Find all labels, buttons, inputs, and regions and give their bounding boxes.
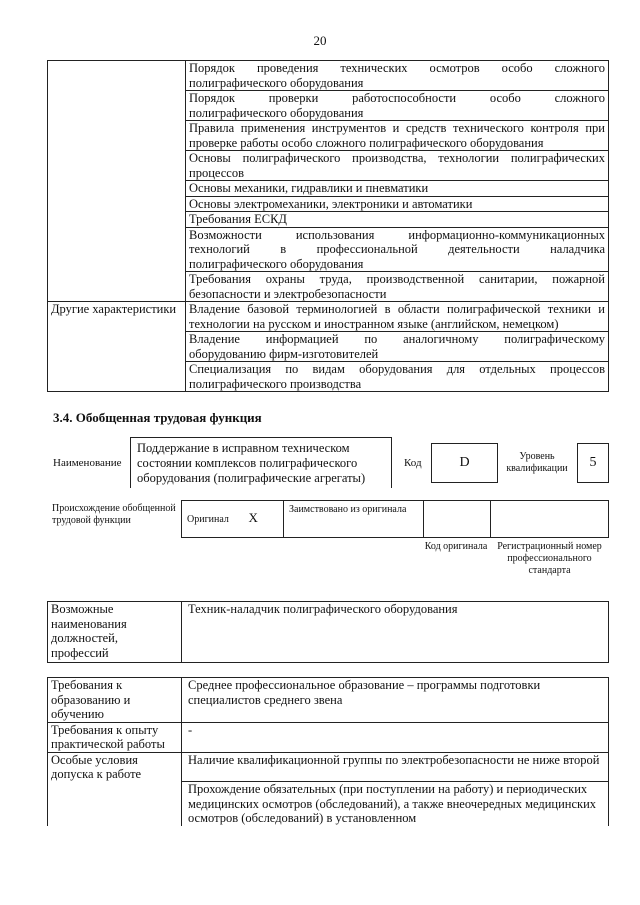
name-value: Поддержание в исправном техническом состоянии комплексов полиграфического оборудования (полиграфические агрегаты) [137, 441, 366, 485]
requirement-label: Требования к образованию и обучению [48, 678, 182, 723]
origin-code-cell [424, 501, 491, 538]
knowledge-row-text [186, 196, 609, 212]
knowledge-row-label [48, 151, 186, 181]
text-line: полиграфического оборудования [189, 256, 364, 271]
knowledge-row-text [186, 227, 609, 272]
requirement-row [48, 678, 609, 723]
knowledge-row-text [186, 302, 609, 332]
level-value: 5 [577, 443, 609, 483]
knowledge-row-label [48, 181, 186, 197]
text-line: Порядок проведения технических осмотров особо сложного [189, 61, 605, 75]
text-line: Основы полиграфического производства, технологии полиграфических [189, 151, 605, 165]
text-line: технологий в профессиональной деятельности наладчика [189, 242, 605, 256]
knowledge-row-text [186, 61, 609, 91]
requirement-row [48, 782, 609, 826]
knowledge-row-label [48, 332, 186, 362]
text-line: Правила применения инструментов и средств технического контроля при [189, 121, 605, 135]
knowledge-row [48, 121, 609, 151]
text-line: Владение базовой терминологией в области полиграфической техники и [189, 302, 605, 316]
knowledge-row-text [186, 181, 609, 197]
knowledge-row-text [186, 212, 609, 228]
requirement-value: Среднее профессиональное образование – программы подготовки специалистов среднего звена [182, 678, 609, 723]
knowledge-row-text [186, 272, 609, 302]
reg-number-cell [491, 501, 609, 538]
knowledge-row-label [48, 272, 186, 302]
requirement-label: Требования к опыту практической работы [48, 722, 182, 752]
origin-code-label: Код оригинала [424, 541, 488, 552]
text-line: технологии на русском и иностранном языке (английском, немецком) [189, 316, 559, 331]
text-line: Требования охраны труда, производственной санитарии, пожарной [189, 272, 605, 286]
knowledge-row-text [186, 362, 609, 392]
original-mark: X [244, 501, 284, 538]
knowledge-row-label [48, 212, 186, 228]
requirement-value: Наличие квалификационной группы по электробезопасности не ниже второй [182, 752, 609, 782]
text-line: процессов [189, 165, 244, 180]
text-line: Порядок проверки работоспособности особо сложного [189, 91, 605, 105]
knowledge-row [48, 91, 609, 121]
knowledge-row-text [186, 121, 609, 151]
knowledge-row-label [48, 227, 186, 272]
requirement-row [48, 752, 609, 782]
name-label: Наименование [53, 457, 122, 469]
knowledge-row-text [186, 151, 609, 181]
text-line: Требования ЕСКД [189, 212, 287, 226]
reg-number-label: Регистрационный номер профессионального стандарта [497, 541, 602, 576]
knowledge-row-label [48, 362, 186, 392]
code-value: D [431, 443, 498, 483]
origin-table [181, 500, 609, 538]
text-line: Возможности использования информационно-коммуникационных [189, 227, 605, 242]
knowledge-row [48, 196, 609, 212]
requirement-label: Особые условия допуска к работе [48, 752, 182, 782]
knowledge-row [48, 212, 609, 228]
text-line: полиграфического оборудования [189, 75, 364, 90]
requirement-label [48, 782, 182, 826]
positions-table [47, 601, 609, 663]
borrowed-label: Заимствовано из оригинала [284, 501, 424, 538]
positions-label: Возможные наименования должностей, профессий [48, 602, 182, 663]
name-box [130, 437, 392, 488]
knowledge-row [48, 302, 609, 332]
knowledge-row-label [48, 196, 186, 212]
knowledge-table [47, 60, 609, 392]
knowledge-row [48, 362, 609, 392]
page-number: 20 [313, 33, 327, 48]
knowledge-row [48, 61, 609, 91]
requirement-value: - [182, 722, 609, 752]
requirements-table [47, 677, 609, 826]
level-label: Уровень квалификации [506, 451, 568, 474]
text-line: полиграфического оборудования [189, 105, 364, 120]
text-line: полиграфического производства [189, 376, 362, 391]
text-line: безопасности и электробезопасности [189, 286, 387, 301]
knowledge-row [48, 151, 609, 181]
knowledge-row [48, 332, 609, 362]
text-line: проверке работы особо сложного полиграфического оборудования [189, 135, 544, 150]
knowledge-row [48, 181, 609, 197]
section-title: 3.4. Обобщенная трудовая функция [53, 410, 262, 425]
origin-label: Происхождение обобщенной трудовой функции [52, 503, 176, 526]
text-line: оборудованию фирм-изготовителей [189, 346, 379, 361]
text-line: Специализация по видам оборудования для отдельных процессов [189, 362, 605, 376]
code-label: Код [404, 457, 422, 469]
text-line: Владение информацией по аналогичному полиграфическому [189, 332, 605, 346]
text-line: Основы механики, гидравлики и пневматики [189, 181, 429, 195]
requirement-row [48, 722, 609, 752]
original-label: Оригинал [182, 501, 244, 538]
knowledge-row-text [186, 332, 609, 362]
text-line: Основы электромеханики, электроники и автоматики [189, 196, 473, 211]
knowledge-row-text [186, 91, 609, 121]
knowledge-row-label [48, 61, 186, 91]
knowledge-row [48, 227, 609, 272]
positions-value: Техник-наладчик полиграфического оборудования [182, 602, 609, 663]
requirement-value: Прохождение обязательных (при поступлении на работу) и периодических медицинских осмотров (обследований), а также внеочередных медицинских осмотров (обследований) в установленном [182, 782, 609, 826]
knowledge-row-label [48, 121, 186, 151]
knowledge-row-label [48, 91, 186, 121]
knowledge-row [48, 272, 609, 302]
knowledge-row-label: Другие характеристики [48, 302, 186, 332]
